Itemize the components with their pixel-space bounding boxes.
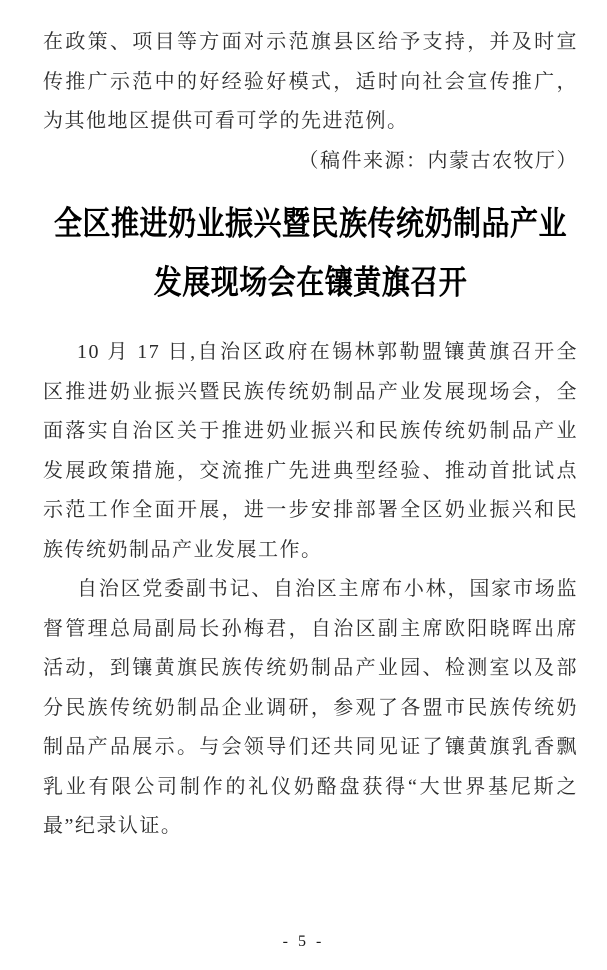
article-title <box>43 195 578 313</box>
source-attribution: （稿件来源：内蒙古农牧厅） <box>298 149 578 172</box>
article-title-line-1: 全区推进奶业振兴暨民族传统奶制品产业 <box>53 206 567 243</box>
page-number: - 5 - <box>282 933 325 950</box>
previous-article-closing-paragraph: 在政策、项目等方面对示范旗县区给予支持，并及时宣传推广示范中的好经验好模式，适时向社会宣传推广，为其他地区提供可看可学的先进范例。 <box>43 31 578 132</box>
article-title-line-2: 发展现场会在镶黄旗召开 <box>153 265 468 302</box>
article-paragraph-2: 自治区党委副书记、自治区主席布小林，国家市场监督管理总局副局长孙梅君，自治区副主席欧阳晓晖出席活动，到镶黄旗民族传统奶制品产业园、检测室以及部分民族传统奶制品企业调研，参观了各盟市民族传统奶制品产品展示。与会领导们还共同见证了镶黄旗乳香飘乳业有限公司制作的礼仪奶酪盘获得“大世界基尼斯之最”纪录认证。 <box>43 578 578 837</box>
article-paragraph-1: 10 月 17 日,自治区政府在锡林郭勒盟镶黄旗召开全区推进奶业振兴暨民族传统奶制品产业发展现场会，全面落实自治区关于推进奶业振兴和民族传统奶制品产业发展政策措施，交流推广先进典型经验、推动首批试点示范工作全面开展，进一步安排部署全区奶业振兴和民族传统奶制品产业发展工作。 <box>43 341 578 561</box>
